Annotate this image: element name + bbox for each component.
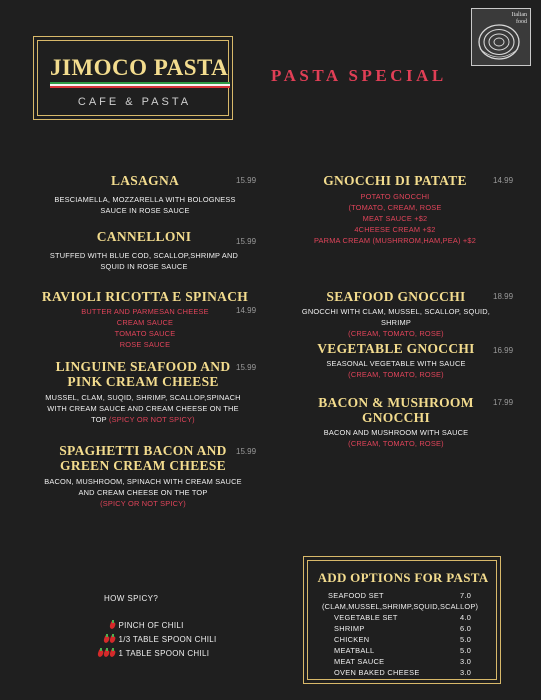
spicy-level-text: 1 TABLE SPOON CHILI: [118, 649, 210, 658]
spicy-level-2: [86, 634, 217, 644]
item-description: [36, 392, 250, 425]
option-name: MEATBALL: [334, 646, 375, 655]
section-title: PASTA SPECIAL: [271, 66, 447, 85]
item-option: (TOMATO, CREAM, ROSE: [348, 203, 442, 212]
item-option: BUTTER AND PARMESAN CHEESE: [81, 307, 209, 316]
brand-subtitle: CAFE & PASTA: [77, 96, 192, 108]
spicy-option: (SPICY OR NOT SPICY): [100, 499, 186, 508]
spicy-level-3: [74, 648, 209, 658]
item-option: PARMA CREAM (MUSHRROM,HAM,PEA) +$2: [313, 236, 477, 245]
item-option: (CREAM, TOMATO, ROSE): [348, 439, 444, 448]
item-desc-line: BACON AND MUSHROOM WITH SAUCE: [323, 428, 469, 437]
option-price: 6.0: [460, 624, 472, 633]
italian-food-badge: [471, 8, 531, 66]
option-price: 7.0: [460, 591, 472, 600]
item-name-line: LINGUINE SEAFOOD AND: [55, 359, 231, 374]
seafood-set-detail: (CLAM,MUSSEL,SHRIMP,SQUID,SCALLOP): [322, 602, 479, 611]
item-description: [38, 250, 250, 272]
item-price: 14.99: [236, 306, 257, 315]
item-option: (CREAM, TOMATO, ROSE): [348, 370, 444, 379]
spicy-option: (SPICY OR NOT SPICY): [108, 415, 195, 424]
item-desc-line: WITH CREAM SAUCE AND CREAM CHEESE ON THE: [47, 404, 239, 413]
option-price: 5.0: [460, 646, 472, 655]
item-option: POTATO GNOCCHI: [360, 192, 430, 201]
menu-item-lasagna: [40, 173, 250, 216]
flag-stripes: [50, 82, 230, 88]
item-desc-line: BACON, MUSHROOM, SPINACH WITH CREAM SAUCE: [44, 477, 242, 486]
item-price: 17.99: [493, 398, 514, 407]
item-name-line: BACON & MUSHROOM: [318, 395, 474, 410]
menu-item-seafood-gnocchi: [296, 289, 496, 339]
badge-text-line1: Italian: [511, 12, 527, 18]
logo: [33, 36, 233, 120]
option-price: 3.0: [460, 657, 472, 666]
item-description: [40, 194, 250, 216]
menu-item-gnocchi-di-patate: [300, 173, 490, 246]
spicy-legend-title: HOW SPICY?: [104, 594, 159, 603]
spicy-level-text: PINCH OF CHILI: [118, 621, 184, 630]
item-desc-line: GNOCCHI WITH CLAM, MUSSEL, SCALLOP, SQUID,: [301, 307, 491, 316]
menu-item-bacon-mushroom-gnocchi: [300, 395, 492, 449]
item-price: 18.99: [493, 292, 514, 301]
item-name: VEGETABLE GNOCCHI: [317, 341, 475, 356]
item-description: [300, 427, 492, 449]
item-name: SEAFOOD GNOCCHI: [326, 289, 466, 304]
chili-icon: [86, 634, 116, 644]
item-desc-line: AND CREAM CHEESE ON THE TOP: [78, 488, 208, 497]
option-name: MEAT SAUCE: [334, 657, 385, 666]
item-desc-text: TOP: [91, 415, 107, 424]
item-description: [36, 476, 250, 509]
logo-inner-frame: [37, 40, 229, 116]
item-desc-line: SEASONAL VEGETABLE WITH SAUCE: [326, 359, 466, 368]
menu-item-ravioli: [40, 289, 250, 350]
option-name: SEAFOOD SET: [328, 591, 384, 600]
option-price: 3.0: [460, 668, 472, 677]
option-price: 4.0: [460, 613, 472, 622]
item-desc-line: SQUID IN ROSE SAUCE: [100, 262, 188, 271]
spicy-level-text: 1/3 TABLE SPOON CHILI: [118, 635, 217, 644]
add-options-inner-frame: [307, 560, 497, 680]
item-desc-line: SHRIMP: [381, 318, 411, 327]
item-option: MEAT SAUCE +$2: [362, 214, 428, 223]
item-name-line: SPAGHETTI BACON AND: [59, 443, 227, 458]
item-name-line: GNOCCHI: [361, 410, 431, 425]
item-price: 16.99: [493, 346, 514, 355]
add-options-title: ADD OPTIONS FOR PASTA: [317, 570, 489, 585]
menu-item-vegetable-gnocchi: [300, 341, 492, 380]
option-name: OVEN BAKED CHEESE: [334, 668, 420, 677]
item-description: [296, 306, 496, 339]
menu-item-spaghetti: [36, 443, 250, 509]
item-desc-line: [36, 414, 250, 425]
chili-icon: [74, 648, 116, 658]
item-option: CREAM SAUCE: [116, 318, 174, 327]
item-price: 14.99: [493, 176, 514, 185]
item-price: 15.99: [236, 363, 257, 372]
item-price: 15.99: [236, 237, 257, 246]
menu-item-linguine: [36, 359, 250, 425]
item-name: RAVIOLI RICOTTA E SPINACH: [41, 289, 249, 304]
option-name: CHICKEN: [334, 635, 370, 644]
menu-item-cannelloni: [38, 229, 250, 272]
item-options: [300, 191, 490, 246]
item-description: [300, 358, 492, 380]
item-options: [40, 306, 250, 350]
item-name: GNOCCHI DI PATATE: [323, 173, 467, 188]
spicy-level-1: [98, 620, 184, 630]
option-name: SHRIMP: [334, 624, 365, 633]
option-price: 5.0: [460, 635, 472, 644]
item-price: 15.99: [236, 176, 257, 185]
item-price: 15.99: [236, 447, 257, 456]
item-desc-line: MUSSEL, CLAM, SUQID, SHRIMP, SCALLOP,SPINACH: [45, 393, 241, 402]
brand-name: JIMOCO PASTA: [50, 55, 229, 80]
item-name-line: PINK CREAM CHEESE: [67, 374, 219, 389]
item-desc-line: SAUCE IN ROSE SAUCE: [100, 206, 190, 215]
item-option: (CREAM, TOMATO, ROSE): [348, 329, 444, 338]
item-desc-line: STUFFED WITH BLUE COD, SCALLOP,SHRIMP AND: [49, 251, 239, 260]
flag-stripe-red: [50, 86, 230, 88]
item-desc-line: BESCIAMELLA, MOZZARELLA WITH BOLOGNESS: [54, 195, 236, 204]
option-name: VEGETABLE SET: [334, 613, 398, 622]
add-options-box: [303, 556, 501, 684]
item-name-line: GREEN CREAM CHEESE: [60, 458, 226, 473]
item-name: LASAGNA: [110, 173, 180, 188]
badge-text: [512, 12, 527, 26]
item-option: TOMATO SAUCE: [114, 329, 176, 338]
item-option: ROSE SAUCE: [119, 340, 171, 349]
item-name: CANNELLONI: [96, 229, 192, 244]
item-option: 4CHEESE CREAM +$2: [354, 225, 436, 234]
chili-icon: [98, 620, 116, 630]
badge-text-line2: food: [516, 19, 527, 25]
